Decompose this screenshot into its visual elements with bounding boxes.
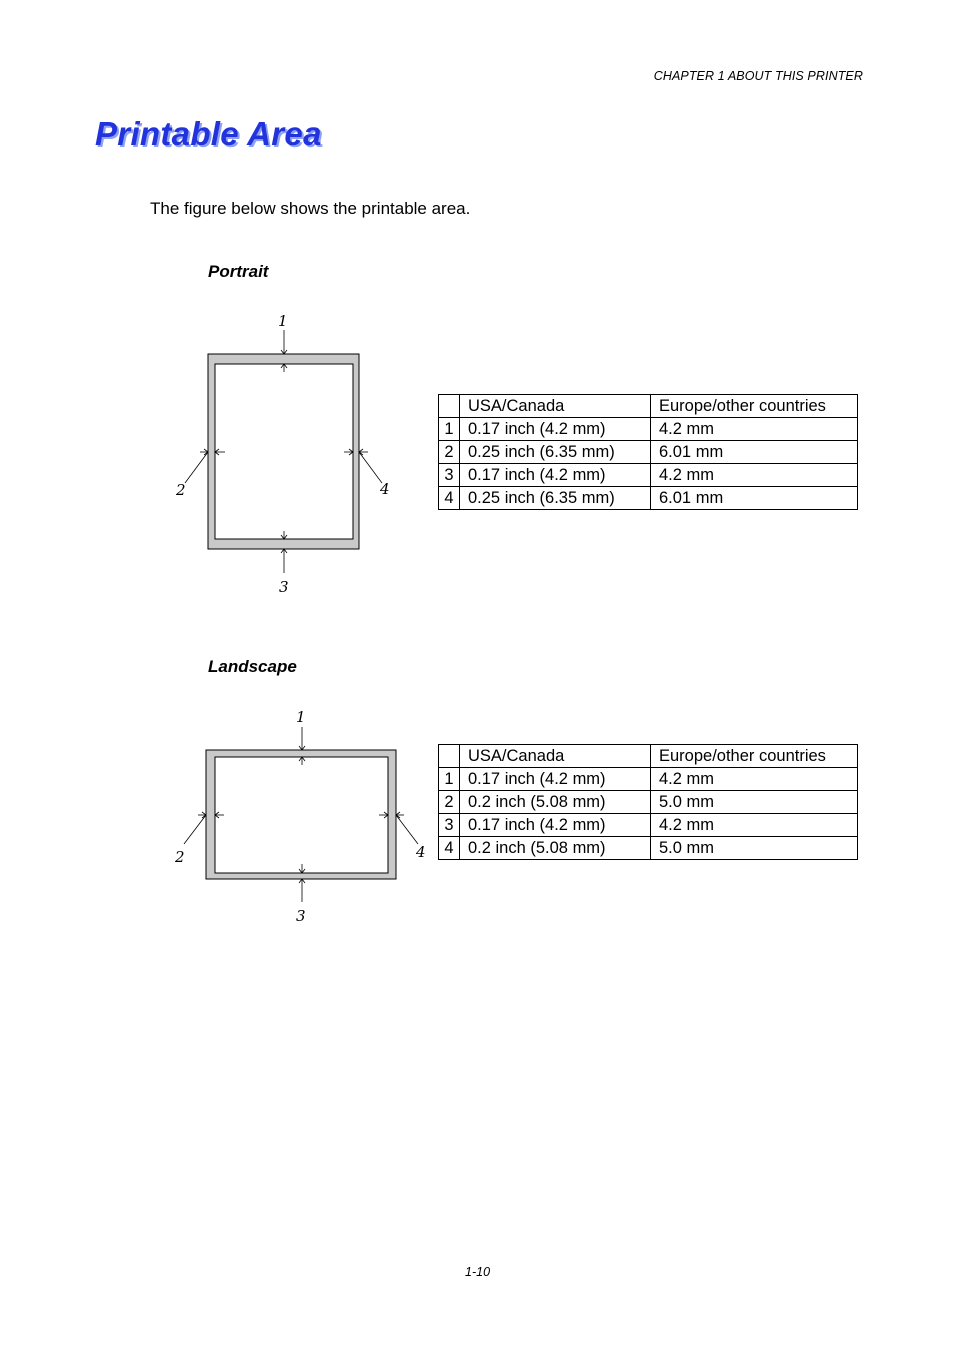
landscape-margin-table [438, 744, 858, 860]
label-1: 1 [296, 708, 306, 726]
intro-text: The figure below shows the printable area. [150, 199, 471, 218]
table-cell: 4.2 mm [651, 768, 858, 791]
portrait-heading: Portrait [208, 262, 269, 281]
table-cell: 0.17 inch (4.2 mm) [460, 814, 651, 837]
table-cell: 0.17 inch (4.2 mm) [460, 418, 651, 441]
table-header-cell [439, 745, 460, 768]
table-header-row [439, 745, 858, 768]
table-cell: 1 [439, 768, 460, 791]
label-2: 2 [175, 848, 185, 866]
table-header-cell: Europe/other countries [651, 745, 858, 768]
label-4: 4 [416, 843, 426, 861]
table-header-cell: Europe/other countries [651, 395, 858, 418]
label-3: 3 [296, 907, 306, 925]
table-cell: 3 [439, 814, 460, 837]
page-number: 1-10 [465, 1265, 491, 1279]
label-3: 3 [279, 578, 289, 596]
table-header-cell: USA/Canada [460, 395, 651, 418]
table-cell: 4 [439, 487, 460, 510]
table-cell: 4.2 mm [651, 418, 858, 441]
label-4: 4 [380, 480, 390, 498]
table-cell: 3 [439, 464, 460, 487]
landscape-diagram [160, 700, 450, 930]
table-cell: 4.2 mm [651, 464, 858, 487]
table-cell: 1 [439, 418, 460, 441]
landscape-heading: Landscape [208, 657, 297, 676]
page-title: Printable Area [95, 115, 322, 152]
table-row [439, 418, 858, 441]
table-row [439, 791, 858, 814]
table-row [439, 768, 858, 791]
table-cell: 0.17 inch (4.2 mm) [460, 768, 651, 791]
printable-area [215, 364, 353, 539]
table-header-cell: USA/Canada [460, 745, 651, 768]
printable-area [215, 757, 388, 873]
table-cell: 5.0 mm [651, 791, 858, 814]
table-cell: 2 [439, 441, 460, 464]
table-cell: 0.17 inch (4.2 mm) [460, 464, 651, 487]
table-header-cell [439, 395, 460, 418]
table-cell: 0.25 inch (6.35 mm) [460, 441, 651, 464]
table-cell: 2 [439, 791, 460, 814]
portrait-diagram [160, 305, 410, 605]
table-cell: 6.01 mm [651, 441, 858, 464]
table-row [439, 487, 858, 510]
table-row [439, 837, 858, 860]
table-row [439, 441, 858, 464]
table-cell: 6.01 mm [651, 487, 858, 510]
table-cell: 5.0 mm [651, 837, 858, 860]
table-cell: 0.25 inch (6.35 mm) [460, 487, 651, 510]
table-cell: 4 [439, 837, 460, 860]
table-row [439, 464, 858, 487]
running-header: CHAPTER 1 ABOUT THIS PRINTER [653, 69, 863, 83]
portrait-margin-table [438, 394, 858, 510]
table-cell: 0.2 inch (5.08 mm) [460, 791, 651, 814]
table-header-row [439, 395, 858, 418]
table-cell: 0.2 inch (5.08 mm) [460, 837, 651, 860]
label-1: 1 [278, 312, 288, 330]
table-cell: 4.2 mm [651, 814, 858, 837]
table-row [439, 814, 858, 837]
label-2: 2 [176, 481, 186, 499]
